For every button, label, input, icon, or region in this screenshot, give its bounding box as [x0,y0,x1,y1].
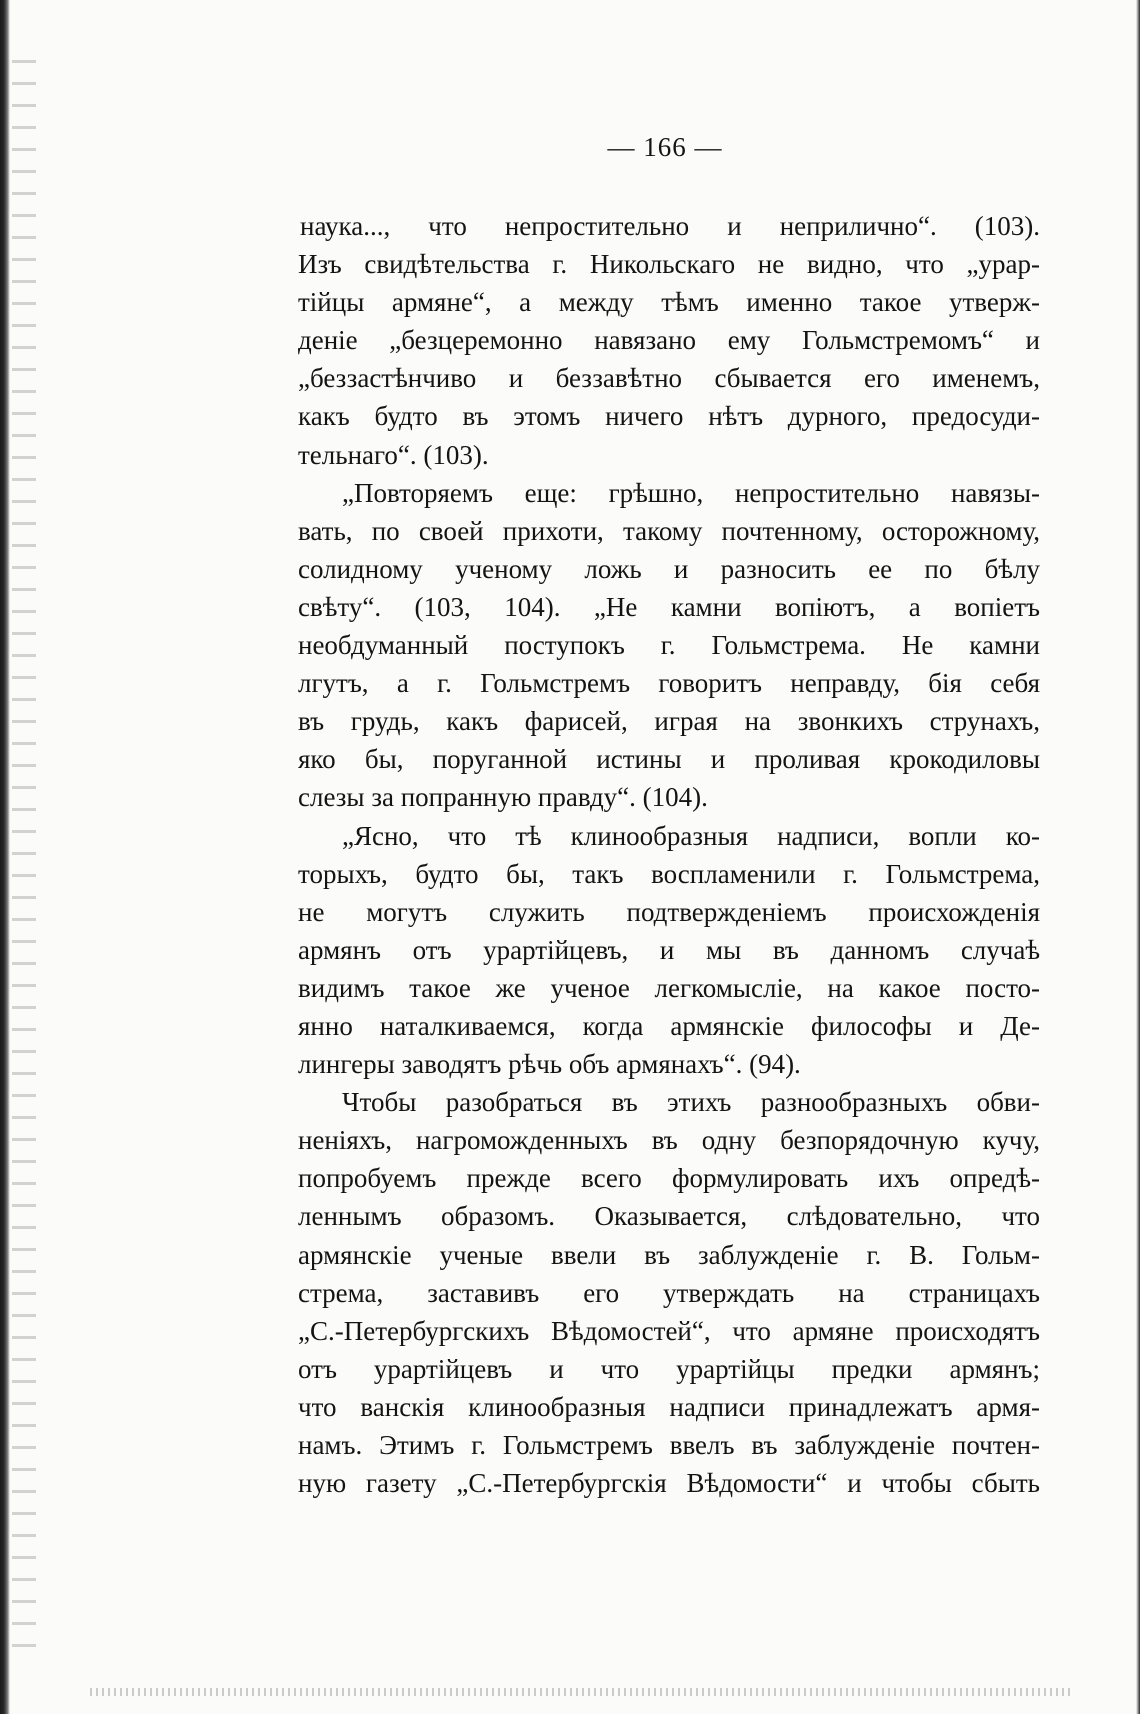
text-line: вать, по своей прихоти, такому почтенному, осторожному, [298,515,1040,546]
text-line: армянъ отъ урартійцевъ, и мы въ данномъ случаѣ [298,934,1040,965]
text-line: торыхъ, будто бы, такъ воспламенили г. Гольмстрема, [298,858,1040,889]
text-body [298,207,1040,1502]
text-line: армянскіе ученые ввели въ заблужденіе г. В. Гольм- [298,1239,1040,1270]
scan-left-marks [12,60,36,1660]
text-line: какъ будто въ этомъ ничего нѣтъ дурного, предосуди- [298,401,1040,432]
text-line: янно наталкиваемся, когда армянскіе философы и Де- [298,1010,1040,1041]
text-line: Изъ свидѣтельства г. Никольскаго не видно, что „урар- [298,249,1040,280]
text-line: наука..., что непростительно и неприлично“. (103). [300,211,1040,241]
text-line: „Ясно, что тѣ клинообразныя надписи, вопли ко- [342,820,1040,851]
text-line: тійцы армяне“, а между тѣмъ именно такое утверж- [298,287,1040,318]
text-line: лгутъ, а г. Гольмстремъ говоритъ неправду, бія себя [298,668,1040,699]
text-line: не могутъ служить подтвержденіемъ происхожденія [298,896,1040,927]
text-line: намъ. Этимъ г. Гольмстремъ ввелъ въ заблужденіе почтен- [298,1430,1040,1460]
text-line: свѣту“. (103, 104). „Не камни вопіютъ, а вопіетъ [298,591,1040,622]
text-line: деніе „безцеремонно навязано ему Гольмстремомъ“ и [298,325,1040,356]
text-line: леннымъ образомъ. Оказывается, слѣдовательно, что [298,1201,1040,1232]
text-line: яко бы, поруганной истины и проливая крокодиловы [298,744,1040,775]
text-line: слезы за попранную правду“. (104). [298,782,708,813]
scan-right-edge [1136,0,1140,1714]
text-line: необдуманный поступокъ г. Гольмстрема. Не камни [298,630,1040,661]
text-line: лингеры заводятъ рѣчь объ армянахъ“. (94). [298,1049,801,1080]
scan-left-edge [0,0,10,1714]
text-line: „С.-Петербургскихъ Вѣдомостей“, что армяне происходятъ [298,1315,1040,1346]
text-line: солидному ученому ложь и разносить ее по бѣлу [298,553,1040,584]
text-line: стрема, заставивъ его утверждать на страницахъ [298,1277,1040,1308]
text-line: Чтобы разобраться въ этихъ разнообразныхъ обви- [342,1087,1040,1118]
text-line: попробуемъ прежде всего формулировать ихъ опредѣ- [298,1163,1040,1194]
text-line: тельнаго“. (103). [298,439,489,470]
text-line: „беззастѣнчиво и беззавѣтно сбывается его именемъ, [298,363,1040,394]
text-line: въ грудь, какъ фарисей, играя на звонкихъ струнахъ, [298,706,1040,737]
scan-bottom-marks [90,1688,1070,1696]
text-line: неніяхъ, нагроможденныхъ въ одну безпорядочную кучу, [298,1125,1040,1156]
page-number: — 166 — [607,132,723,162]
text-line: „Повторяемъ еще: грѣшно, непростительно навязы- [342,477,1040,508]
text-line: отъ урартійцевъ и что урартійцы предки армянъ; [298,1353,1040,1384]
text-line: ную газету „С.-Петербургскія Вѣдомости“ и чтобы сбыть [298,1468,1040,1499]
text-line: видимъ такое же ученое легкомысліе, на какое посто- [298,972,1040,1003]
text-line: что ванскія клинообразныя надписи принадлежатъ армя- [298,1391,1040,1422]
